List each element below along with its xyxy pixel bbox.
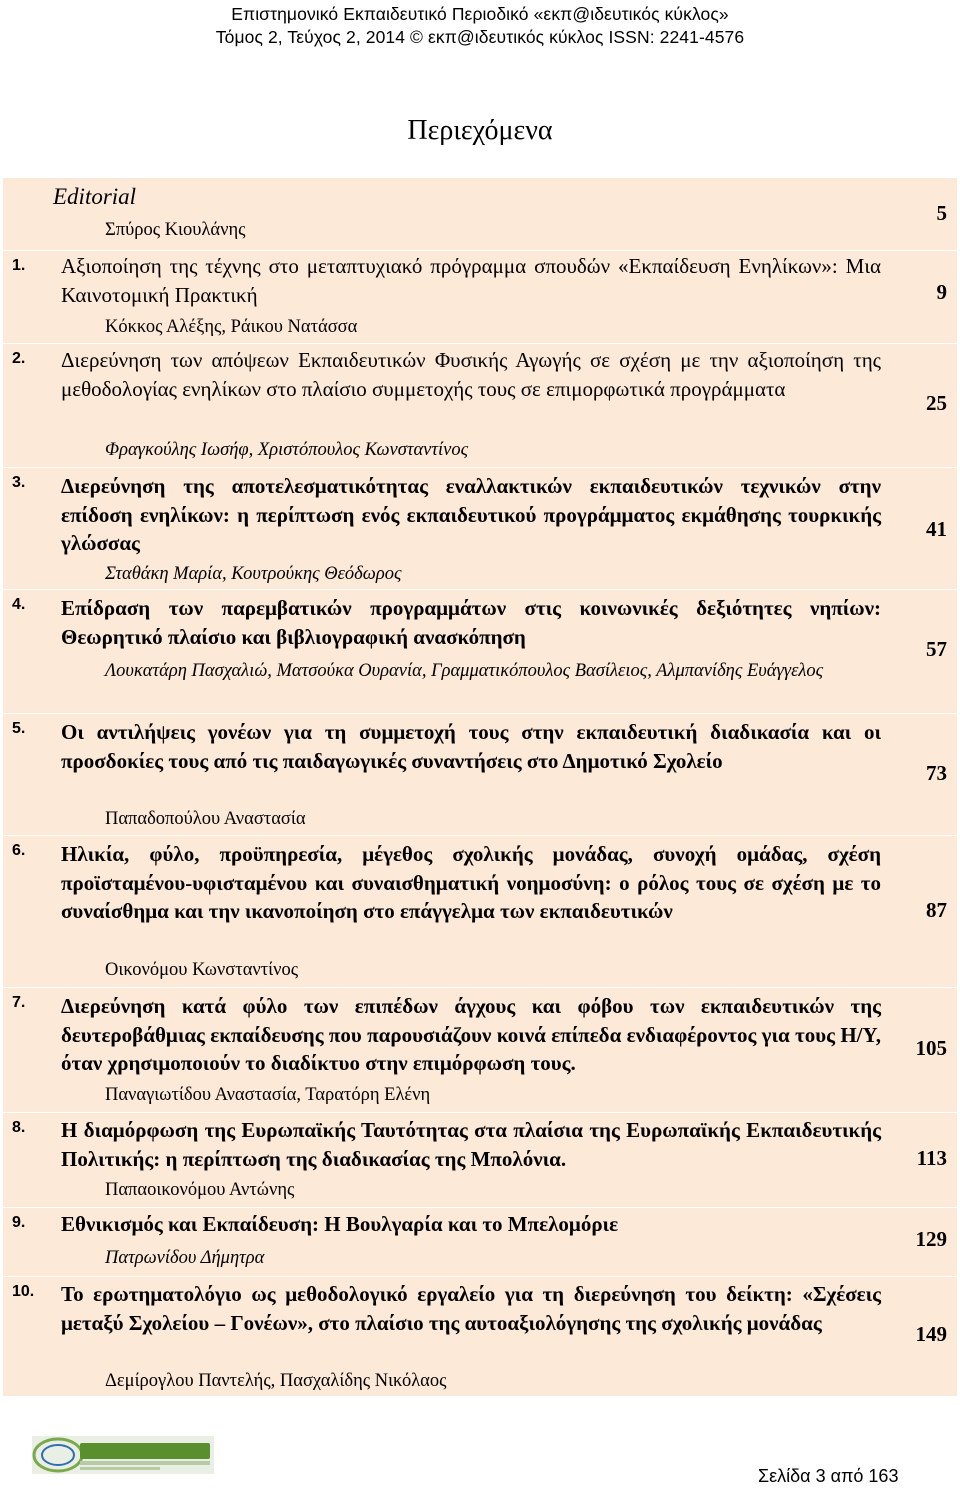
journal-name: Επιστημονικό Εκπαιδευτικό Περιοδικό «εκπ@ιδευτικός κύκλος»: [231, 4, 729, 24]
entry-number: 8.: [12, 1119, 26, 1136]
entry-title: Επίδραση των παρεμβατικών προγραμμάτων στις κοινωνικές δεξιότητες νηπίων: Θεωρητικό πλαίσιο και βιβλιογραφική ανασκόπηση: [61, 596, 881, 649]
entry-authors: Σπύρος Κιουλάνης: [105, 220, 246, 240]
toc-entry-4[interactable]: [3, 589, 957, 714]
toc-entry-3[interactable]: [3, 467, 957, 590]
entry-title: Διερεύνηση κατά φύλο των επιπέδων άγχους και φόβου των εκπαιδευτικών της δευτεροβάθμιας εκπαίδευσης που παρουσιάζουν κοινά επίπεδα ενδιαφέροντος για τους Η/Υ, όταν χρησιμοποιούν το διαδίκτυο στην επιμόρφωση τους.: [61, 994, 881, 1075]
toc-entry-editorial[interactable]: [3, 178, 957, 250]
entry-page-number: 41: [926, 517, 947, 541]
entry-authors: Παπαδοπούλου Αναστασία: [105, 809, 306, 829]
entry-number: 10.: [12, 1283, 35, 1300]
entry-title: Το ερωτηματολόγιο ως μεθοδολογικό εργαλείο για τη διερεύνηση του δείκτη: «Σχέσεις μεταξύ Σχολείου – Γονέων», στο πλαίσιο της αυτοαξιολόγησης της σχολικής μονάδας: [61, 1282, 881, 1335]
entry-title: Εθνικισμός και Εκπαίδευση: Η Βουλγαρία και το Μπελομόριε: [61, 1212, 619, 1236]
entry-page-number: 149: [915, 1322, 947, 1346]
entry-page-number: 87: [926, 898, 947, 922]
entry-number: 1.: [12, 257, 26, 274]
entry-page-number: 73: [926, 761, 947, 785]
entry-title: Αξιοποίηση της τέχνης στο μεταπτυχιακό πρόγραμμα σπουδών «Εκπαίδευση Ενηλίκων»: Μια Καινοτομική Πρακτική: [61, 254, 881, 307]
entry-number: 4.: [12, 596, 26, 613]
entry-number: 2.: [12, 350, 26, 367]
entry-number: 9.: [12, 1214, 26, 1231]
entry-title: Διερεύνηση των απόψεων Εκπαιδευτικών Φυσικής Αγωγής σε σχέση με την αξιοποίηση της μεθοδολογίας ενηλίκων στο πλαίσιο συμμετοχής τους σε επιμορφωτικά προγράμματα: [61, 348, 881, 401]
entry-title: Η διαμόρφωση της Ευρωπαϊκής Ταυτότητας στα πλαίσια της Ευρωπαϊκής Εκπαιδευτικής Πολιτικής: η περίπτωση της διαδικασίας της Μπολόνια.: [61, 1118, 881, 1171]
entry-authors: Πατρωνίδου Δήμητρα: [105, 1248, 265, 1268]
entry-number: 7.: [12, 994, 26, 1011]
entry-number: 6.: [12, 842, 26, 859]
table-of-contents: [3, 178, 957, 1396]
entry-authors: Φραγκούλης Ιωσήφ, Χριστόπουλος Κωνσταντίνος: [105, 440, 469, 460]
entry-page-number: 9: [936, 280, 947, 304]
entry-page-number: 113: [916, 1146, 947, 1170]
entry-number: 5.: [12, 720, 26, 737]
toc-entry-10[interactable]: [3, 1276, 957, 1397]
entry-authors: Δεμίρογλου Παντελής, Πασχαλίδης Νικόλαος: [105, 1371, 447, 1391]
entry-authors: Λουκατάρη Πασχαλιώ, Ματσούκα Ουρανία, Γραμματικόπουλος Βασίλειος, Αλμπανίδης Ευάγγελος: [105, 661, 824, 681]
toc-entry-5[interactable]: [3, 713, 957, 836]
entry-authors: Παναγιωτίδου Αναστασία, Ταρατόρη Ελένη: [105, 1085, 431, 1105]
entry-title: Οι αντιλήψεις γονέων για τη συμμετοχή τους στην εκπαιδευτική διαδικασία και οι προσδοκίες τους από τις παιδαγωγικές συναντήσεις στο Δημοτικό Σχολείο: [61, 720, 881, 773]
toc-entry-7[interactable]: [3, 987, 957, 1113]
entry-authors: Κόκκος Αλέξης, Ράικου Νατάσσα: [105, 317, 358, 337]
page-number-footer: Σελίδα 3 από 163: [758, 1466, 899, 1486]
entry-authors: Οικονόμου Κωνσταντίνος: [105, 960, 299, 980]
entry-title: Ηλικία, φύλο, προϋπηρεσία, μέγεθος σχολικής μονάδας, συνοχή ομάδας, σχέση προϊσταμένου-υφισταμένου και συναισθηματική νοημοσύνη: ο ρόλος τους σε σχέση με το συναίσθημα και την ικανοποίηση στο επάγγελμα των εκπαιδευτικών: [61, 842, 881, 923]
journal-logo: [32, 1436, 214, 1474]
toc-entry-2[interactable]: [3, 343, 957, 468]
editorial-title: Editorial: [53, 184, 137, 209]
toc-entry-1[interactable]: [3, 250, 957, 344]
toc-entry-6[interactable]: [3, 835, 957, 988]
entry-page-number: 25: [926, 391, 947, 415]
entry-authors: Παπαοικονόμου Αντώνης: [105, 1180, 295, 1200]
entry-number: 3.: [12, 474, 26, 491]
issue-info: Τόμος 2, Τεύχος 2, 2014 © εκπ@ιδευτικός κύκλος ISSN: 2241-4576: [215, 27, 745, 47]
toc-entry-8[interactable]: [3, 1112, 957, 1208]
entry-title: Διερεύνηση της αποτελεσματικότητας εναλλακτικών εκπαιδευτικών τεχνικών στην επίδοση ενηλίκων: η περίπτωση ενός εκπαιδευτικού προγράμματος εκμάθησης τουρκικής γλώσσας: [61, 474, 881, 555]
entry-page-number: 129: [915, 1227, 947, 1251]
entry-authors: Σταθάκη Μαρία, Κουτρούκης Θεόδωρος: [105, 564, 402, 584]
entry-page-number: 105: [915, 1036, 947, 1060]
toc-entry-9[interactable]: [3, 1207, 957, 1277]
page-title: Περιεχόμενα: [407, 115, 553, 146]
entry-page-number: 5: [936, 201, 947, 225]
entry-page-number: 57: [926, 637, 947, 661]
